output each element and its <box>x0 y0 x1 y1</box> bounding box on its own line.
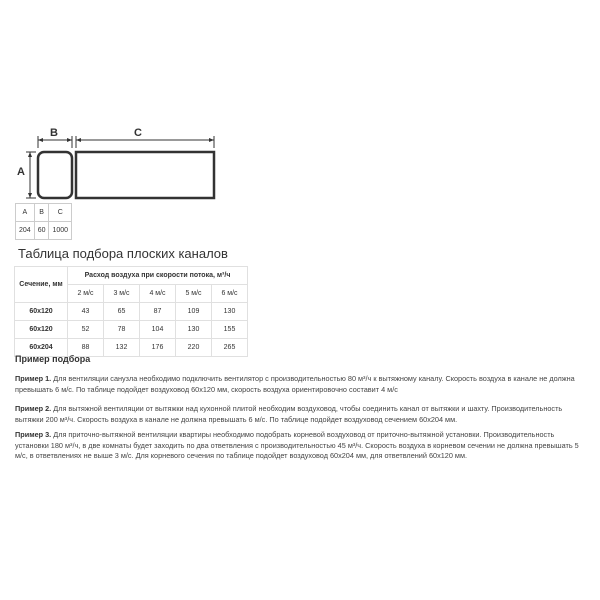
table-cell: 104 <box>140 321 176 339</box>
table-row <box>15 303 248 321</box>
example-label: Пример 1. <box>15 374 52 383</box>
speed-header: 3 м/с <box>104 285 140 303</box>
duct-length-view <box>76 152 214 198</box>
dimensions-table <box>15 203 72 240</box>
example-3 <box>15 430 587 462</box>
label-b: B <box>50 127 58 139</box>
example-2 <box>15 404 587 425</box>
row-section: 60x204 <box>15 339 68 357</box>
dim-header-c: C <box>49 204 72 222</box>
table-cell: 78 <box>104 321 140 339</box>
row-section: 60x120 <box>15 321 68 339</box>
table-cell: 43 <box>68 303 104 321</box>
dimensions-header-row <box>16 204 72 222</box>
example-label: Пример 3. <box>15 430 52 439</box>
dim-value-a: 204 <box>16 222 35 240</box>
dimensions-value-row <box>16 222 72 240</box>
table-cell: 176 <box>140 339 176 357</box>
dim-header-b: B <box>34 204 49 222</box>
example-text: Для вытяжной вентиляции от вытяжки над кухонной плитой необходим воздуховод, чтобы соединить канал от вытяжки и шахту. Производительность вытяжки 200 м³/ч. Скорость воздуха в канале не должна превышать 6 м/с. По таблице подойдет воздуховод сечением 60х204 мм. <box>15 404 563 424</box>
selection-header-row <box>15 267 248 285</box>
dim-value-b: 60 <box>34 222 49 240</box>
table-cell: 65 <box>104 303 140 321</box>
example-1 <box>15 374 587 395</box>
speed-header: 2 м/с <box>68 285 104 303</box>
flow-header: Расход воздуха при скорости потока, м³/ч <box>68 267 248 285</box>
table-cell: 87 <box>140 303 176 321</box>
dim-value-c: 1000 <box>49 222 72 240</box>
table-cell: 130 <box>176 321 212 339</box>
example-text: Для вентиляции санузла необходимо подключить вентилятор с производительностью 80 м³/ч к вытяжному каналу. Скорость воздуха в канале не должна превышать 6 м/с. По таблице подойдет воздуховод 60х120 мм, скорость воздуха ориентировочно составит 4 м/с <box>15 374 575 394</box>
table-cell: 132 <box>104 339 140 357</box>
duct-diagram <box>0 0 600 200</box>
duct-drawing <box>0 0 600 200</box>
duct-cross-section <box>38 152 72 198</box>
examples-title: Пример подбора <box>15 354 91 364</box>
table-cell: 130 <box>212 303 248 321</box>
table-cell: 155 <box>212 321 248 339</box>
dim-header-a: A <box>16 204 35 222</box>
label-a: A <box>17 166 25 178</box>
speed-header: 6 м/с <box>212 285 248 303</box>
selection-table <box>14 266 248 357</box>
table-cell: 109 <box>176 303 212 321</box>
speed-header: 5 м/с <box>176 285 212 303</box>
example-label: Пример 2. <box>15 404 52 413</box>
table-cell: 88 <box>68 339 104 357</box>
speed-header: 4 м/с <box>140 285 176 303</box>
table-cell: 220 <box>176 339 212 357</box>
table-cell: 265 <box>212 339 248 357</box>
label-c: C <box>134 127 142 139</box>
selection-table-title: Таблица подбора плоских каналов <box>18 246 228 261</box>
table-row <box>15 321 248 339</box>
row-section: 60x120 <box>15 303 68 321</box>
table-cell: 52 <box>68 321 104 339</box>
section-header: Сечение, мм <box>15 267 68 303</box>
example-text: Для приточно-вытяжной вентиляции квартиры необходимо подобрать корневой воздуховод от приточно-вытяжной установки. Производительность установки 180 м³/ч, в две комнаты будет заходить по два ответвления с производительностью 45 м³/ч. Скорость воздуха в корневом сечении не должна превышать 5 м/с, в ответвлениях не выше 3 м/с. Для корневого сечения по таблице подойдет воздуховод 60х204 мм, для ответвлений 60х120 мм. <box>15 430 579 460</box>
